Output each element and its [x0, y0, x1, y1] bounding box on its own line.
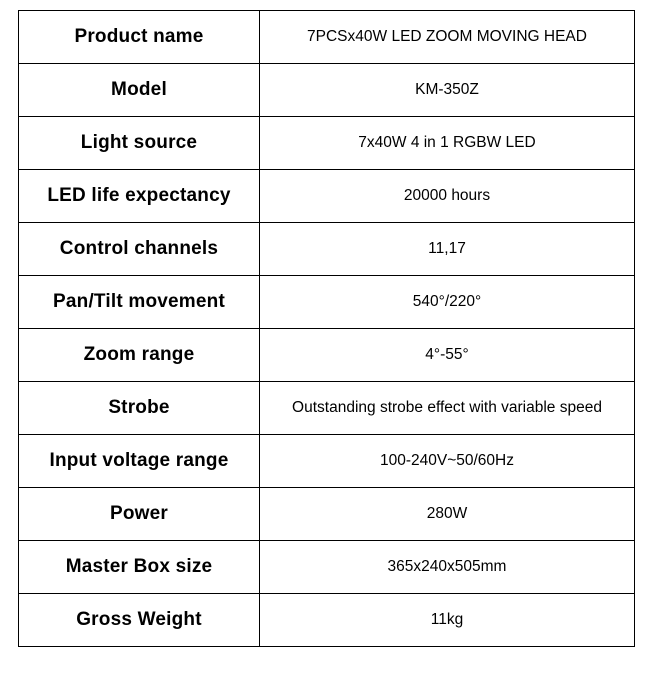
table-row — [19, 435, 635, 488]
row-value-led-life: 20000 hours — [260, 170, 635, 223]
table-row — [19, 223, 635, 276]
row-value-input-voltage: 100-240V~50/60Hz — [260, 435, 635, 488]
table-row — [19, 117, 635, 170]
row-value-gross-weight: 11kg — [260, 594, 635, 647]
table-row — [19, 488, 635, 541]
row-label-pan-tilt: Pan/Tilt movement — [19, 276, 260, 329]
row-label-control-channels: Control channels — [19, 223, 260, 276]
row-label-power: Power — [19, 488, 260, 541]
row-value-control-channels: 11,17 — [260, 223, 635, 276]
table-row — [19, 170, 635, 223]
table-row — [19, 64, 635, 117]
table-row — [19, 541, 635, 594]
row-value-light-source: 7x40W 4 in 1 RGBW LED — [260, 117, 635, 170]
row-value-model: KM-350Z — [260, 64, 635, 117]
row-value-product-name: 7PCSx40W LED ZOOM MOVING HEAD — [260, 11, 635, 64]
row-value-pan-tilt: 540°/220° — [260, 276, 635, 329]
table-row — [19, 329, 635, 382]
row-label-master-box-size: Master Box size — [19, 541, 260, 594]
spec-table — [18, 10, 635, 647]
row-label-strobe: Strobe — [19, 382, 260, 435]
row-value-strobe: Outstanding strobe effect with variable speed — [260, 382, 635, 435]
row-value-power: 280W — [260, 488, 635, 541]
row-value-master-box-size: 365x240x505mm — [260, 541, 635, 594]
row-label-led-life: LED life expectancy — [19, 170, 260, 223]
row-label-product-name: Product name — [19, 11, 260, 64]
row-label-model: Model — [19, 64, 260, 117]
row-label-gross-weight: Gross Weight — [19, 594, 260, 647]
table-row — [19, 382, 635, 435]
table-row — [19, 594, 635, 647]
row-label-zoom-range: Zoom range — [19, 329, 260, 382]
table-row — [19, 276, 635, 329]
table-row — [19, 11, 635, 64]
row-value-zoom-range: 4°-55° — [260, 329, 635, 382]
row-label-light-source: Light source — [19, 117, 260, 170]
row-label-input-voltage: Input voltage range — [19, 435, 260, 488]
